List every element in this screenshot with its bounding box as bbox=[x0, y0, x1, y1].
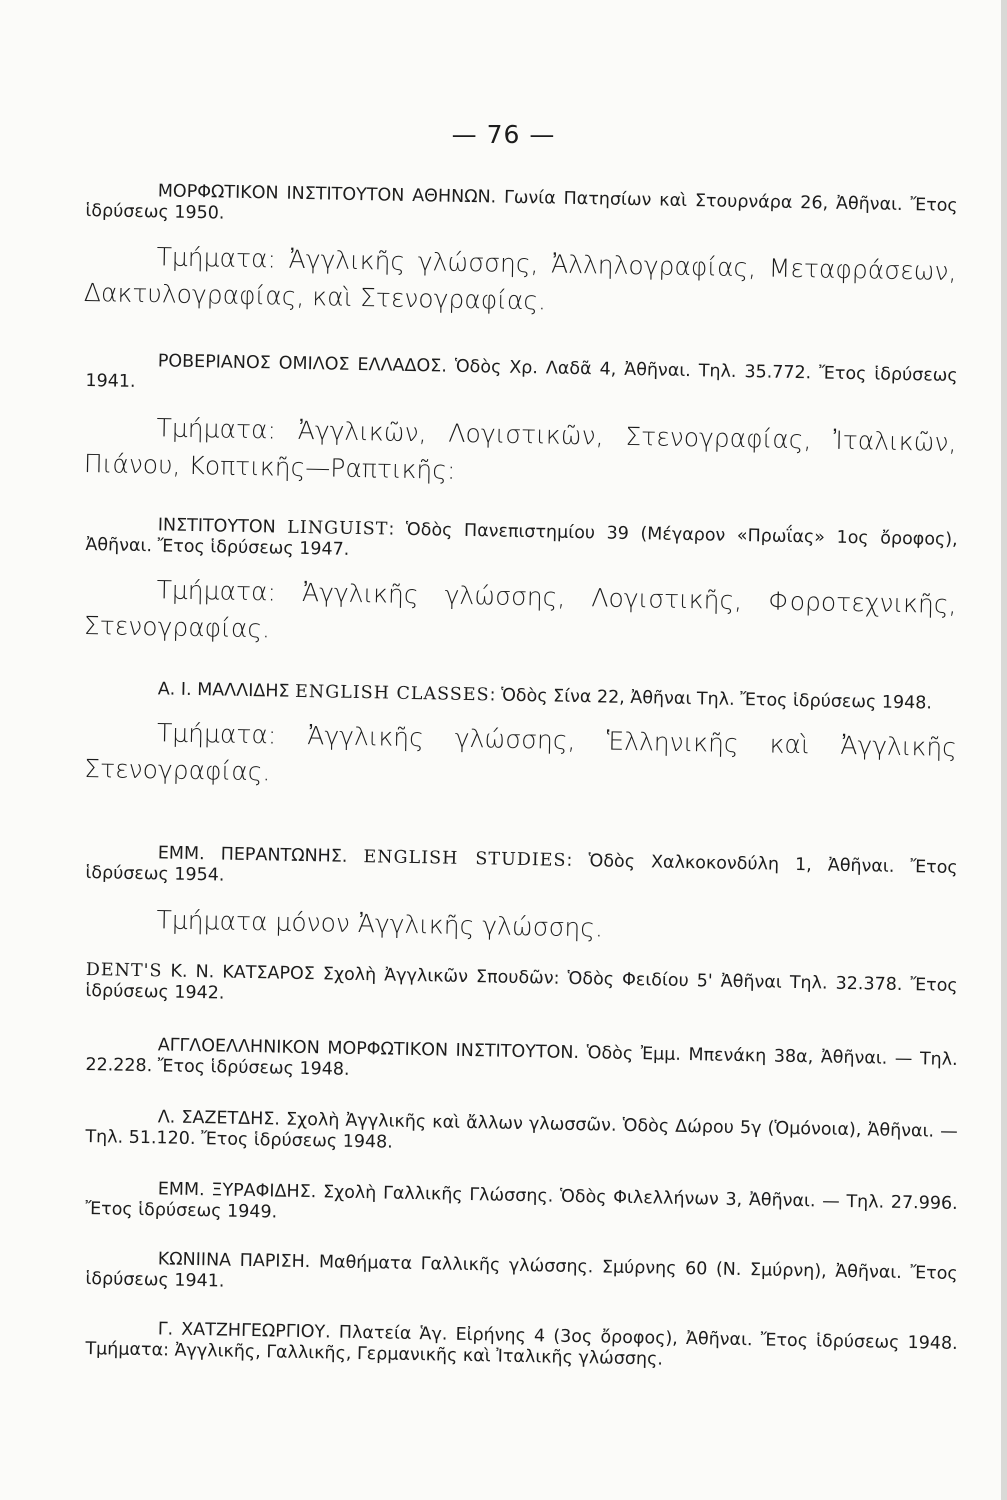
entry-institouton-linguist bbox=[84, 514, 958, 660]
entry-perantonis-english-studies bbox=[84, 842, 958, 953]
entry-pariisi bbox=[85, 1248, 958, 1306]
entry-text: Λ. ΣΑΖΕΤΔΗΣ. Σχολὴ Ἀγγλικῆς καὶ ἄλλων γλωσσῶν. Ὁδὸς Δώρου 5γ (Ὁμόνοια), Ἀθῆναι. — Τηλ. 51.120. Ἔτος ἱδρύσεως 1948. bbox=[85, 1107, 958, 1153]
entry-departments: Τμήματα: Ἀγγλικῆς γλώσσης, Λογιστικῆς, Φοροτεχνικῆς, Στενογραφίας. bbox=[83, 575, 957, 644]
entry-text: ΡΟΒΕΡΙΑΝΟΣ ΟΜΙΛΟΣ ΕΛΛΑΔΟΣ. Ὁδὸς Χρ. Λαδᾶ 4, Ἀθῆναι. Τηλ. 35.772. Ἔτος ἱδρύσεως 1941. bbox=[85, 351, 958, 392]
entry-name: Α. Ι. ΜΑΛΛΙΔΗΣ bbox=[157, 679, 290, 702]
entry-text: ΑΓΓΛΟΕΛΛΗΝΙΚΟΝ ΜΟΡΦΩΤΙΚΟΝ ΙΝΣΤΙΤΟΥΤΟΝ. Ὁδὸς Ἐμμ. Μπενάκη 38α, Ἀθῆναι. — Τηλ. 22.228. Ἔτος ἱδρύσεως 1948. bbox=[85, 1035, 958, 1080]
entry-text bbox=[85, 514, 958, 572]
entry-details: : Ὁδὸς Χαλκοκονδύλη 1, Ἀθῆναι. Ἔτος ἱδρύσεως 1954. bbox=[85, 850, 958, 886]
entry-dents-katsaros bbox=[85, 960, 958, 1018]
entry-departments: Τμήματα: Ἀγγλικῆς γλώσσης, Ἀλληλογραφίας, Μεταφράσεων, Δακτυλογραφίας, καὶ Στενογραφίας. bbox=[83, 242, 957, 316]
entry-departments: Τμήματα μόνον Ἀγγλικῆς γλώσσης. bbox=[156, 905, 604, 943]
entry-details: Κ. Ν. ΚΑΤΣΑΡΟΣ Σχολὴ Ἀγγλικῶν Σπουδῶν: Ὁδὸς Φειδίου 5' Ἀθῆναι Τηλ. 32.378. Ἔτος ἱδρύσεως 1942. bbox=[85, 961, 958, 1004]
entry-latin-name: DENT'S bbox=[85, 960, 163, 982]
entry-departments: Τμήματα: Ἀγγλικῆς γλώσσης, Ἑλληνικῆς καὶ Ἀγγλικῆς Στενογραφίας. bbox=[84, 718, 958, 787]
entry-name: ΕΜΜ. ΠΕΡΑΝΤΩΝΗΣ. bbox=[157, 843, 348, 867]
entry-details: : Ὁδὸς Πανεπιστημίου 39 (Μέγαρον «Πρωΐας» 1ος ὄροφος), Ἀθῆναι. Ἔτος ἱδρύσεως 1947. bbox=[85, 519, 958, 560]
entry-xyrafidis bbox=[85, 1178, 958, 1236]
page-edge bbox=[1001, 0, 1007, 1500]
entry-chatzigeorgiou bbox=[85, 1318, 958, 1376]
entry-name: ΙΝΣΤΙΤΟΥΤΟΝ bbox=[157, 515, 276, 538]
entry-text: Γ. ΧΑΤΖΗΓΕΩΡΓΙΟΥ. Πλατεία Ἁγ. Εἰρήνης 4 (3ος ὄροφος), Ἀθῆναι. Ἔτος ἱδρύσεως 1948. Τμήματα: Ἀγγλικῆς, Γαλλικῆς, Γερμανικῆς καὶ Ἰταλικῆς γλώσσης. bbox=[85, 1319, 958, 1370]
entry-latin-name: LINGUIST bbox=[287, 517, 389, 540]
entry-roberianos-omilos bbox=[84, 350, 958, 498]
entry-agglo-ellinikon bbox=[85, 1034, 958, 1092]
entry-latin-name: ENGLISH STUDIES bbox=[363, 847, 567, 871]
entry-text: ΜΟΡΦΩΤΙΚΟΝ ΙΝΣΤΙΤΟΥΤΟΝ ΑΘΗΝΩΝ. Γωνία Πατησίων καὶ Στουρνάρα 26, Ἀθῆναι. Ἔτος ἱδρύσεως 1950. bbox=[85, 181, 958, 224]
entry-text bbox=[85, 842, 958, 900]
entry-text: ΚΩΝΙΙΝΑ ΠΑΡΙΣΗ. Μαθήματα Γαλλικῆς γλώσσης. Σμύρνης 60 (Ν. Σμύρνη), Ἀθῆναι. Ἔτος ἱδρύσεως 1941. bbox=[85, 1249, 958, 1292]
entry-details: : Ὁδὸς Σίνα 22, Ἀθῆναι Τηλ. Ἔτος ἱδρύσεως 1948. bbox=[489, 685, 933, 714]
page-number: — 76 — bbox=[451, 120, 556, 149]
entry-departments: Τμήματα: Ἀγγλικῶν, Λογιστικῶν, Στενογραφίας, Ἰταλικῶν, Πιάνου, Κοπτικῆς—Ραπτικῆς: bbox=[83, 413, 957, 485]
entry-text: ΕΜΜ. ΞΥΡΑΦΙΔΗΣ. Σχολὴ Γαλλικῆς Γλώσσης. Ὁδὸς Φιλελλήνων 3, Ἀθῆναι. — Τηλ. 27.996. Ἔτος ἱδρύσεως 1949. bbox=[85, 1179, 958, 1223]
entry-morfotikon-institouton bbox=[84, 180, 958, 327]
entry-sazetdis bbox=[85, 1106, 958, 1164]
entry-mallidis-english-classes bbox=[84, 678, 958, 803]
entry-text bbox=[85, 960, 958, 1018]
entry-text bbox=[86, 678, 958, 715]
entry-latin-name: ENGLISH CLASSES bbox=[294, 681, 490, 706]
